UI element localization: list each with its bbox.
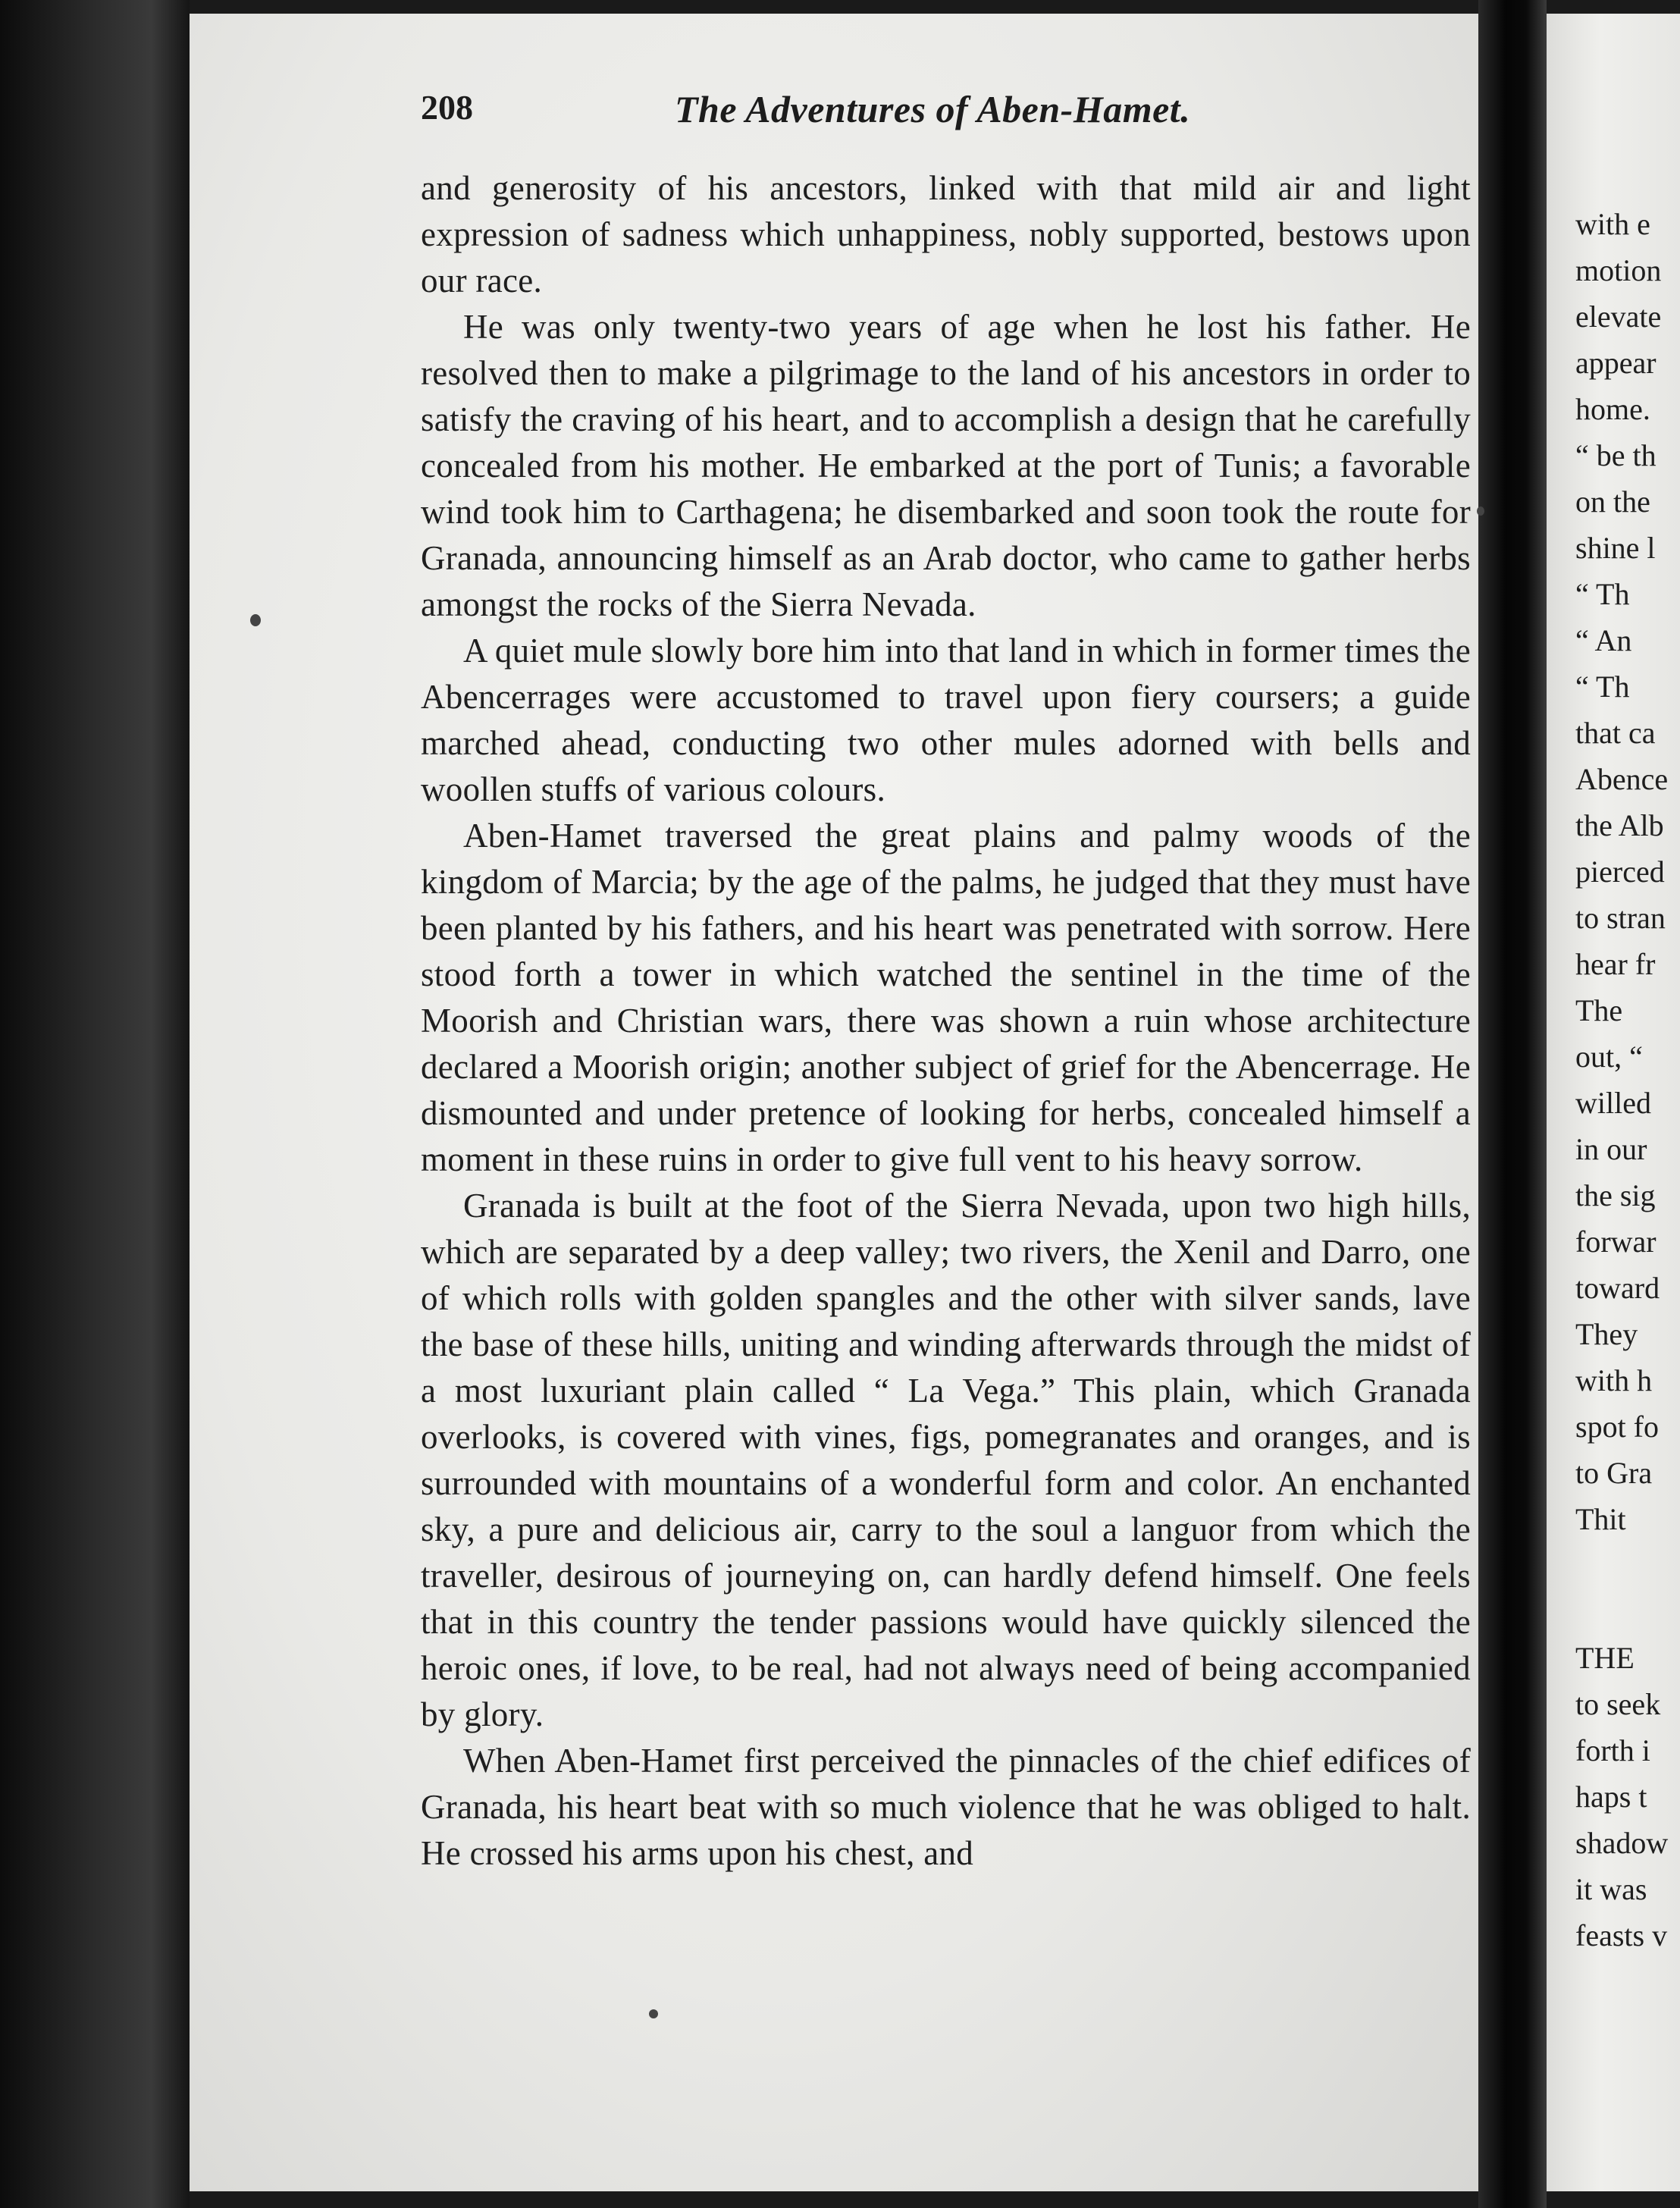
- facing-line: motion: [1575, 253, 1662, 287]
- page-body-text: [421, 165, 1471, 1877]
- facing-line: with e: [1575, 207, 1650, 241]
- ink-speck: [649, 2009, 658, 2018]
- ink-speck: [250, 614, 261, 626]
- facing-line: that ca: [1575, 716, 1656, 750]
- running-title: The Adventures of Aben-Hamet.: [675, 88, 1191, 130]
- facing-line: “ Th: [1575, 670, 1630, 704]
- facing-line: elevate: [1575, 300, 1662, 334]
- facing-line: “ Th: [1575, 577, 1630, 611]
- facing-line: Abence: [1575, 762, 1669, 796]
- facing-line: on the: [1575, 485, 1650, 519]
- facing-line: to Gra: [1575, 1456, 1653, 1490]
- ink-speck: [1477, 507, 1484, 516]
- facing-line: “ be th: [1575, 438, 1656, 472]
- facing-line: Thit: [1575, 1502, 1626, 1536]
- facing-line: feasts v: [1575, 1918, 1668, 1952]
- facing-line: pierced: [1575, 855, 1665, 889]
- facing-line: The: [1575, 993, 1623, 1027]
- facing-line: shadow: [1575, 1826, 1669, 1860]
- facing-line: spot fo: [1575, 1410, 1659, 1444]
- book-binding-shadow: [0, 0, 190, 2208]
- paragraph: A quiet mule slowly bore him into that land in which in former times the Abencerrages were accustomed to travel upon fiery coursers; a guide marched ahead, conducting two other mules adorned with bells and woollen stuffs of various colours.: [421, 632, 1471, 808]
- facing-line: the Alb: [1575, 808, 1664, 842]
- facing-line: with h: [1575, 1363, 1653, 1397]
- facing-line: “ An: [1575, 623, 1632, 657]
- facing-line: to seek: [1575, 1687, 1661, 1721]
- facing-line: shine l: [1575, 531, 1656, 565]
- book-gutter: [1478, 0, 1547, 2208]
- facing-line: appear: [1575, 346, 1656, 380]
- paragraph: Granada is built at the foot of the Sierra Nevada, upon two high hills, which are separated by a deep valley; two rivers, the Xenil and Darro, one of which rolls with golden spangles and the other with silver sands, lave the base of these hills, uniting and winding afterwards through the midst of a most luxuriant plain called “ La Vega.” This plain, which Granada overlooks, is covered with vines, figs, pomegranates and oranges, and is surrounded with mountains of a wonderful form and color. An enchanted sky, a pure and delicious air, carry to the soul a languor from which the traveller, desirous of journeying on, can hardly defend himself. One feels that in this country the tender passions would have quickly silenced the heroic ones, if love, to be real, had not always need of being accompanied by glory.: [421, 1187, 1471, 1733]
- facing-line: out, “: [1575, 1040, 1643, 1074]
- facing-line: willed: [1575, 1086, 1651, 1120]
- paragraph: When Aben-Hamet first perceived the pinnacles of the chief edifices of Granada, his heart beat with so much violence that he was obliged to halt. He crossed his arms upon his chest, and: [421, 1742, 1471, 1872]
- facing-line: forth i: [1575, 1733, 1650, 1767]
- paragraph: He was only twenty-two years of age when he lost his father. He resolved then to make a pilgrimage to the land of his ancestors in order to satisfy the craving of his heart, and to accomplish a design that he carefully concealed from his mother. He embarked at the port of Tunis; a favorable wind took him to Carthagena; he disembarked and soon took the route for Granada, announcing himself as an Arab doctor, who came to gather herbs amongst the rocks of the Sierra Nevada.: [421, 308, 1471, 623]
- facing-line: to stran: [1575, 901, 1666, 935]
- facing-line: They: [1575, 1317, 1638, 1351]
- facing-line: in our: [1575, 1132, 1647, 1166]
- paragraph: Aben-Hamet traversed the great plains and palmy woods of the kingdom of Marcia; by the age of the palms, he judged that they must have been planted by his fathers, and his heart was penetrated with sorrow. Here stood forth a tower in which watched the sentinel in the time of the Moorish and Christian wars, there was shown a ruin whose architecture declared a Moorish origin; another subject of grief for the Abencerrage. He dismounted and under pretence of looking for herbs, concealed himself a moment in these ruins in order to give full vent to his heavy sorrow.: [421, 817, 1471, 1178]
- page-number: 208: [421, 88, 473, 127]
- facing-line: it was: [1575, 1872, 1647, 1906]
- paragraph: and generosity of his ancestors, linked with that mild air and light expression of sadness which unhappiness, nobly supported, bestows upon our race.: [421, 169, 1471, 300]
- facing-line: the sig: [1575, 1178, 1656, 1212]
- facing-blank-space: [1575, 1542, 1680, 1635]
- facing-line: haps t: [1575, 1780, 1647, 1814]
- facing-page-text-fragments: [1575, 201, 1680, 1959]
- facing-line: THE: [1575, 1641, 1635, 1675]
- facing-line: hear fr: [1575, 947, 1656, 981]
- facing-line: forwar: [1575, 1225, 1656, 1259]
- facing-line: home.: [1575, 392, 1650, 426]
- facing-line: toward: [1575, 1271, 1660, 1305]
- page-header: [421, 87, 1475, 140]
